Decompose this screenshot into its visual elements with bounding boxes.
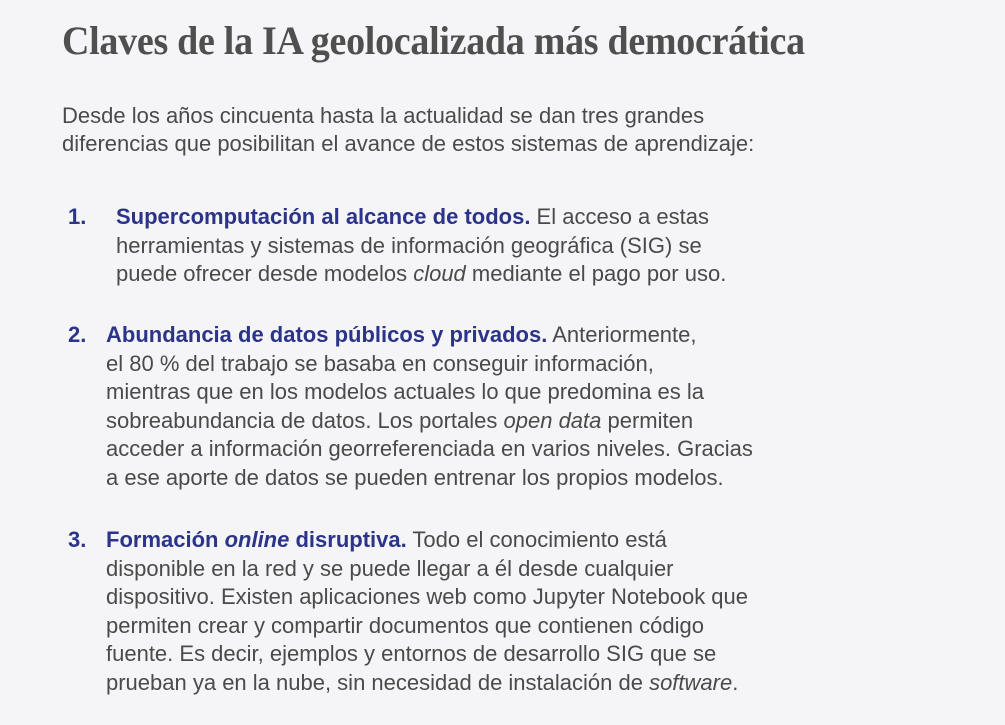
- item-lead: Supercomputación al alcance de todos.: [116, 204, 531, 229]
- intro-paragraph: [62, 102, 962, 158]
- item-number: 2.: [68, 322, 87, 347]
- item-number: 3.: [68, 527, 87, 552]
- item-lead: Abundancia de datos públicos y privados.: [106, 322, 548, 347]
- item-text: Formación online disruptiva. Todo el conocimiento está disponible en la red y se puede llegar a él desde cualquier dispositivo. Existen aplicaciones web como Jupyter Notebook que permiten crear y compartir documentos que contienen código fuente. Es decir, ejemplos y entornos de desarrollo SIG que se prueban ya en la nube, sin necesidad de instalación de software.: [106, 527, 749, 695]
- page-title: Claves de la IA geolocalizada más democrática: [62, 18, 805, 63]
- item-text: Supercomputación al alcance de todos. El acceso a estas herramientas y sistemas de información geográfica (SIG) se puede ofrecer desde modelos cloud mediante el pago por uso.: [116, 204, 727, 286]
- item-text: Abundancia de datos públicos y privados. Anteriormente, el 80 % del trabajo se basaba en conseguir información, mientras que en los modelos actuales lo que predomina es la sobreabundancia de datos. Los portales open data permiten acceder a información georreferenciada en varios niveles. Gracias a ese aporte de datos se pueden entrenar los propios modelos.: [106, 322, 753, 490]
- item-lead: Formación online disruptiva.: [106, 527, 407, 552]
- intro-line: Desde los años cincuenta hasta la actualidad se dan tres grandes: [62, 103, 705, 128]
- intro-line: diferencias que posibilitan el avance de estos sistemas de aprendizaje:: [62, 131, 755, 156]
- item-number: 1.: [68, 204, 87, 229]
